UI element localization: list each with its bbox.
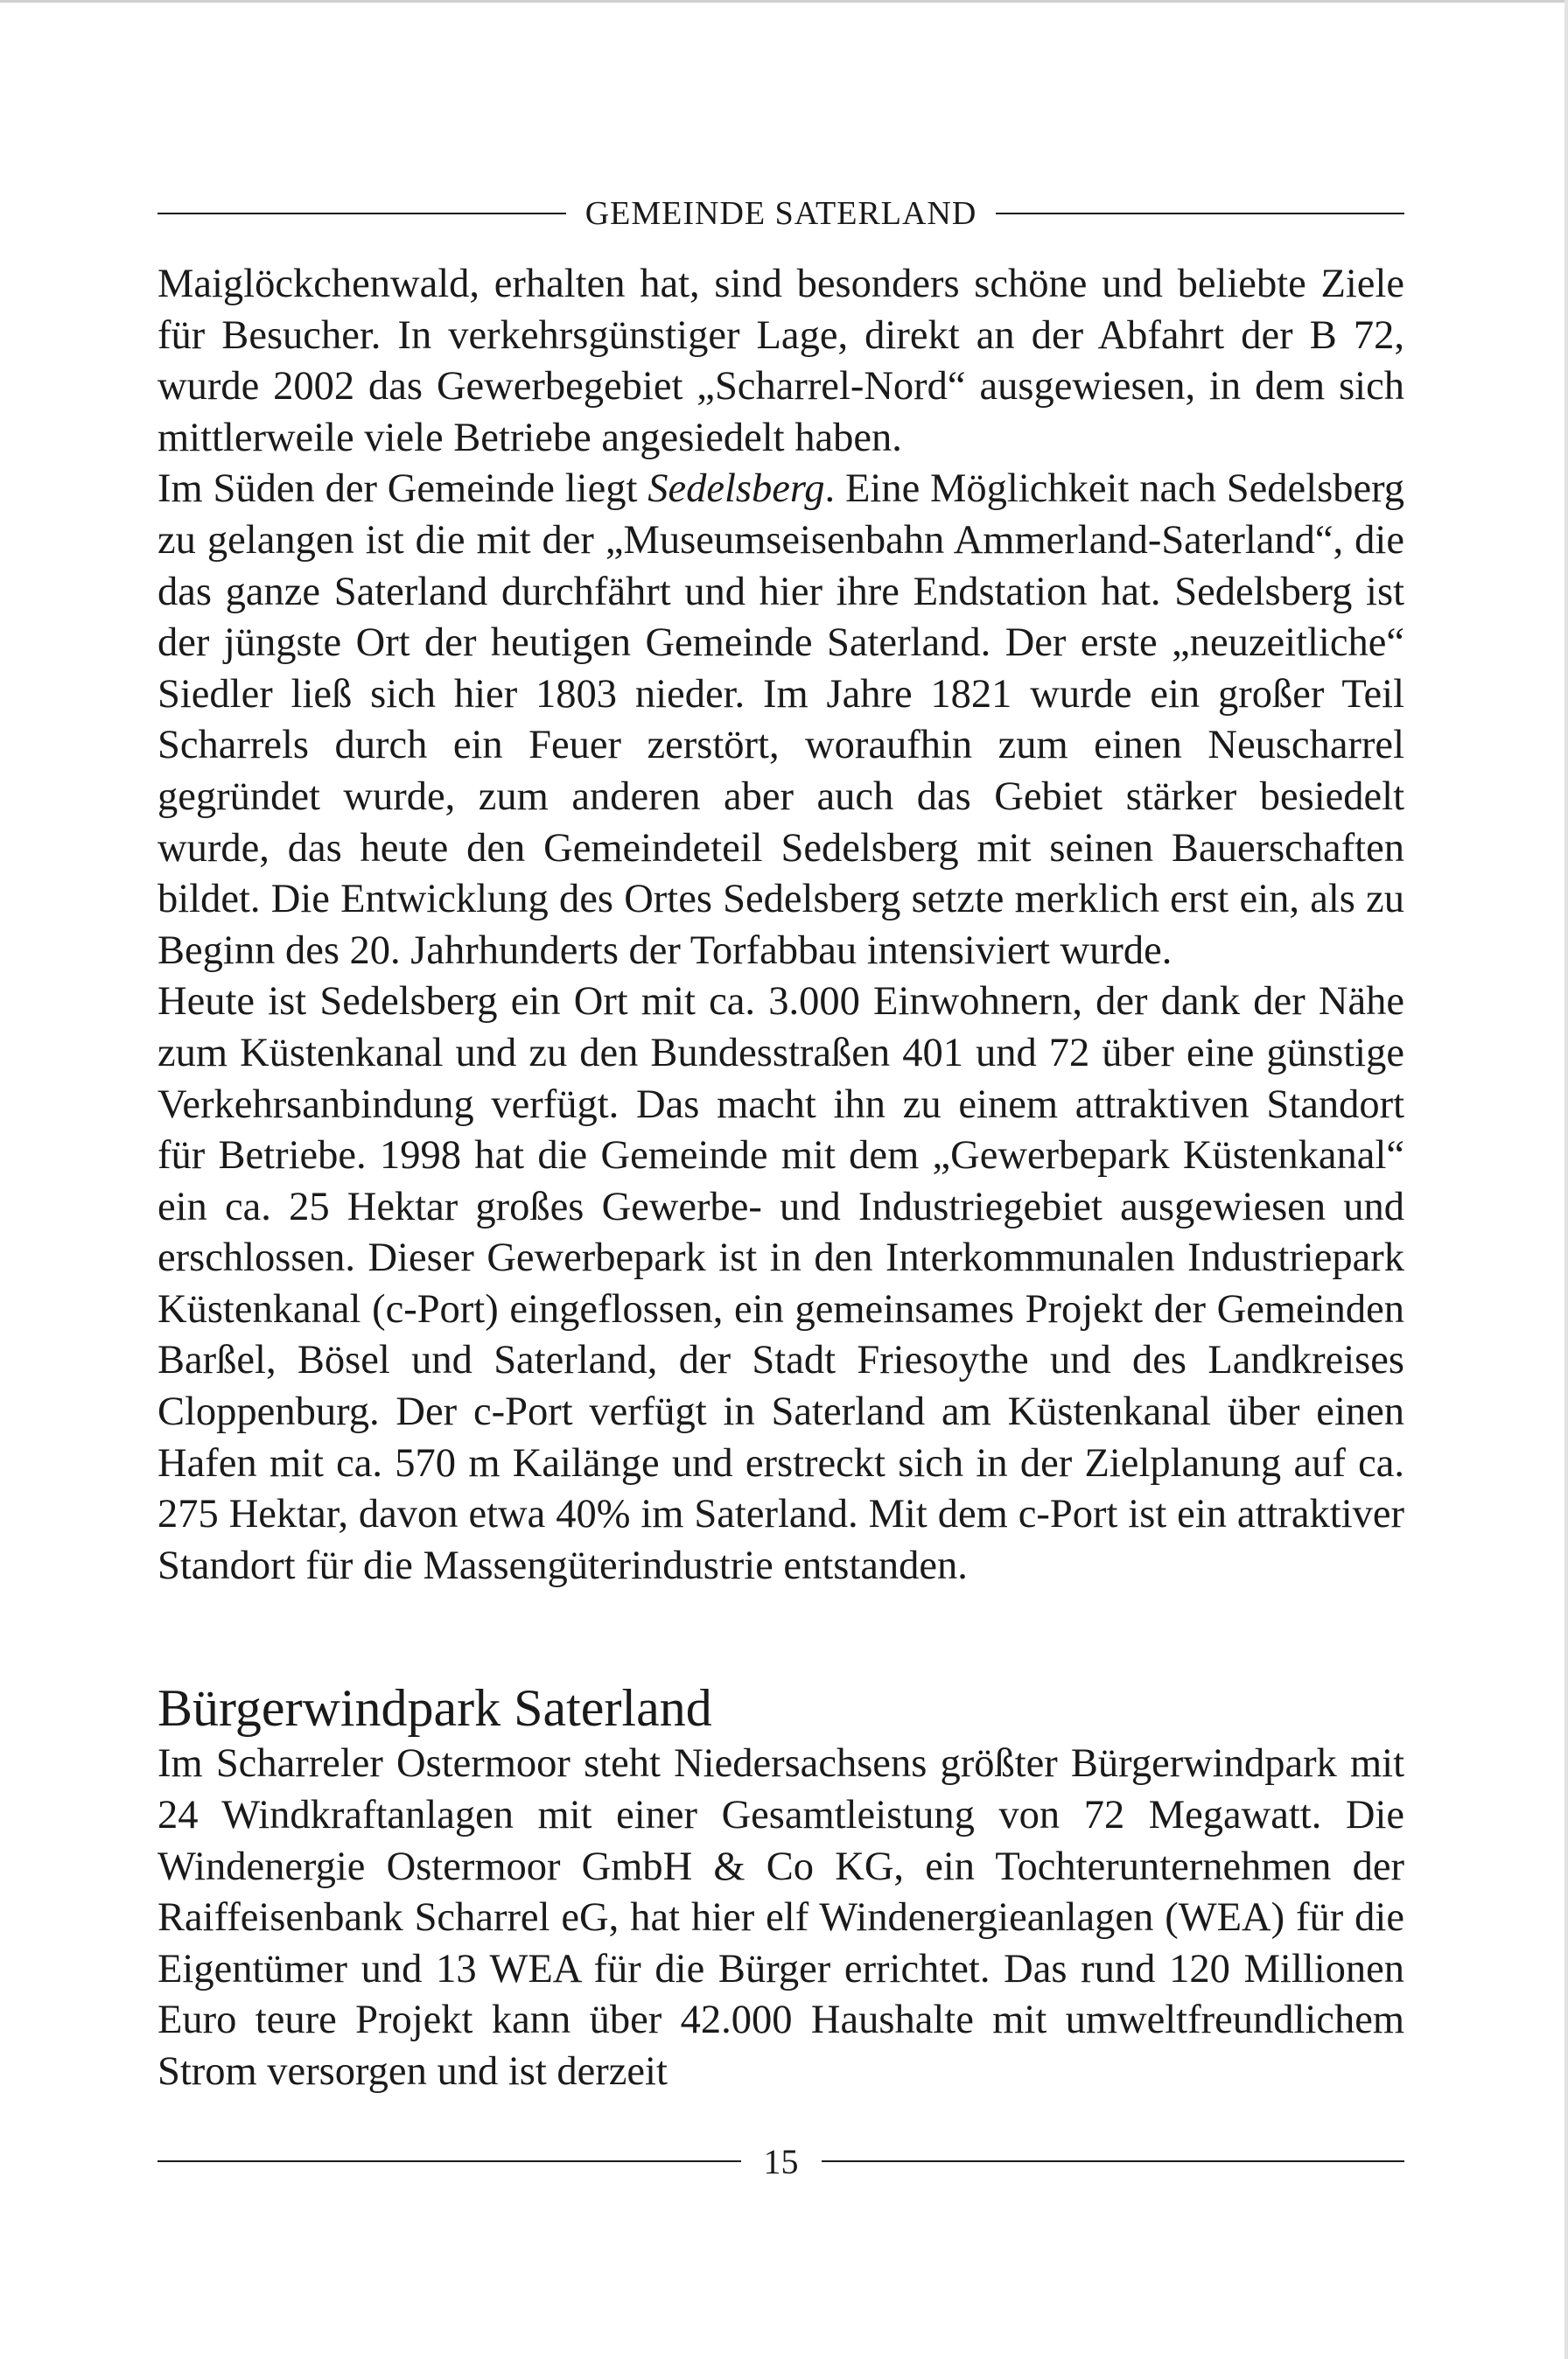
- paragraph-2: [158, 464, 1404, 976]
- header-rule-right: [996, 213, 1404, 214]
- footer-rule-left: [158, 2160, 741, 2162]
- paragraph-2-lead: Im Süden der Gemeinde liegt: [158, 466, 648, 512]
- page-body: [158, 259, 1404, 2098]
- paragraph-2-text: . Eine Möglichkeit nach Sedelsberg zu gelangen ist die mit der „Museumseisenbahn Ammerland-Saterland“, die das ganze Saterland durchfährt und hier ihre Endstation hat. Sedelsberg ist der jüngste Ort der heutigen Gemeinde Saterland. Der erste „neuzeitliche“ Siedler ließ sich hier 1803 nieder. Im Jahre 1821 wurde ein großer Teil Scharrels durch ein Feuer zerstört, woraufhin zum einen Neuscharrel gegründet wurde, zum anderen aber auch das Gebiet stärker besiedelt wurde, das heute den Gemeindeteil Sedelsberg mit seinen Bauerschaften bildet. Die Entwicklung des Ortes Sedelsberg setzte merklich erst ein, als zu Beginn des 20. Jahrhunderts der Torfabbau intensiviert wurde.: [158, 466, 1404, 973]
- footer-rule-right: [822, 2160, 1405, 2162]
- paragraph-1: [158, 259, 1404, 464]
- page-footer: [158, 2135, 1404, 2188]
- paragraph-3: [158, 976, 1404, 1592]
- page-number: 15: [763, 2141, 799, 2181]
- paragraph-2-place-name: Sedelsberg: [648, 466, 825, 512]
- running-header-title: GEMEINDE SATERLAND: [584, 195, 977, 232]
- section-heading: Bürgerwindpark Saterland: [158, 1679, 712, 1738]
- header-rule-left: [158, 213, 566, 214]
- paragraph-3-text: Heute ist Sedelsberg ein Ort mit ca. 3.000 Einwohnern, der dank der Nähe zum Küstenkanal und zu den Bundesstraßen 401 und 72 über eine günstige Verkehrsanbindung verfügt. Das macht ihn zu einem attraktiven Standort für Betriebe. 1998 hat die Gemeinde mit dem „Gewerbepark Küstenkanal“ ein ca. 25 Hektar großes Gewerbe- und Industriegebiet ausgewiesen und erschlossen. Dieser Gewerbepark ist in den Interkommunalen Industriepark Küstenkanal (c-Port) eingeflossen, ein gemeinsames Projekt der Gemeinden Barßel, Bösel und Saterland, der Stadt Friesoythe und des Landkreises Cloppenburg. Der c-Port verfügt in Saterland am Küstenkanal über einen Hafen mit ca. 570 m Kailänge und erstreckt sich in der Zielplanung auf ca. 275 Hektar, davon etwa 40% im Saterland. Mit dem c-Port ist ein attraktiver Standort für die Massengüterindustrie entstanden.: [158, 979, 1404, 1588]
- running-header: [158, 187, 1404, 240]
- section-paragraph: Im Scharreler Ostermoor steht Niedersachsens größter Bürgerwindpark mit 24 Windkraftanlagen mit einer Gesamtleistung von 72 Megawatt. Die Windenergie Ostermoor GmbH & Co KG, ein Tochterunternehmen der Raiffeisenbank Scharrel eG, hat hier elf Windenergieanlagen (WEA) für die Eigentümer und 13 WEA für die Bürger errichtet. Das rund 120 Millionen Euro teure Projekt kann über 42.000 Haushalte mit umweltfreundlichem Strom versorgen und ist derzeit: [158, 1741, 1404, 2094]
- page-edge-top: [0, 0, 1568, 3]
- paragraph-1-text: Maiglöckchenwald, erhalten hat, sind besonders schöne und beliebte Ziele für Besucher. In verkehrsgünstiger Lage, direkt an der Abfahrt der B 72, wurde 2002 das Gewerbegebiet „Scharrel-Nord“ ausgewiesen, in dem sich mittlerweile viele Betriebe angesiedelt haben.: [158, 262, 1404, 460]
- page-edge-right: [1564, 0, 1568, 2359]
